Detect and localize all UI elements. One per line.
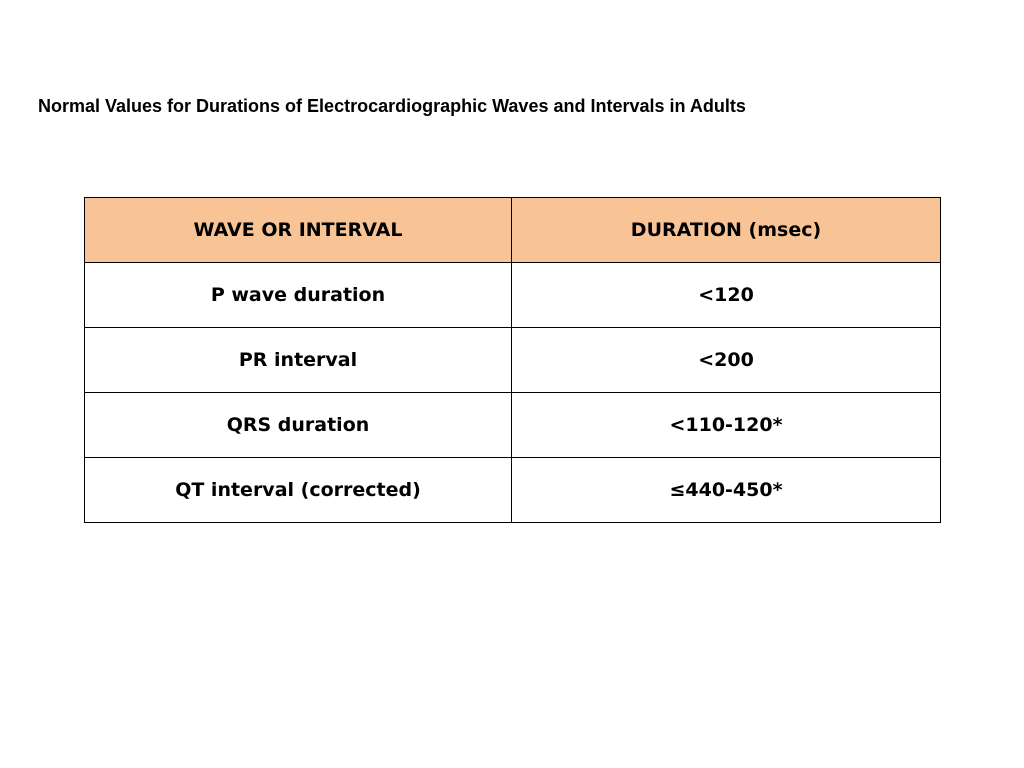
table-cell-wave: QT interval (corrected) bbox=[85, 458, 512, 523]
table-row bbox=[85, 263, 941, 328]
column-header-duration: DURATION (msec) bbox=[512, 198, 941, 263]
ecg-values-table bbox=[84, 197, 941, 523]
table-cell-duration: <110-120* bbox=[512, 393, 941, 458]
table-row bbox=[85, 328, 941, 393]
table-cell-duration: ≤440-450* bbox=[512, 458, 941, 523]
column-header-wave-or-interval: WAVE OR INTERVAL bbox=[85, 198, 512, 263]
table-cell-wave: QRS duration bbox=[85, 393, 512, 458]
table-cell-wave: PR interval bbox=[85, 328, 512, 393]
table-cell-duration: <200 bbox=[512, 328, 941, 393]
table-row bbox=[85, 393, 941, 458]
page-title: Normal Values for Durations of Electrocardiographic Waves and Intervals in Adults bbox=[38, 96, 746, 116]
table-cell-wave: P wave duration bbox=[85, 263, 512, 328]
table-cell-duration: <120 bbox=[512, 263, 941, 328]
table-row bbox=[85, 458, 941, 523]
table-header-row bbox=[85, 198, 941, 263]
